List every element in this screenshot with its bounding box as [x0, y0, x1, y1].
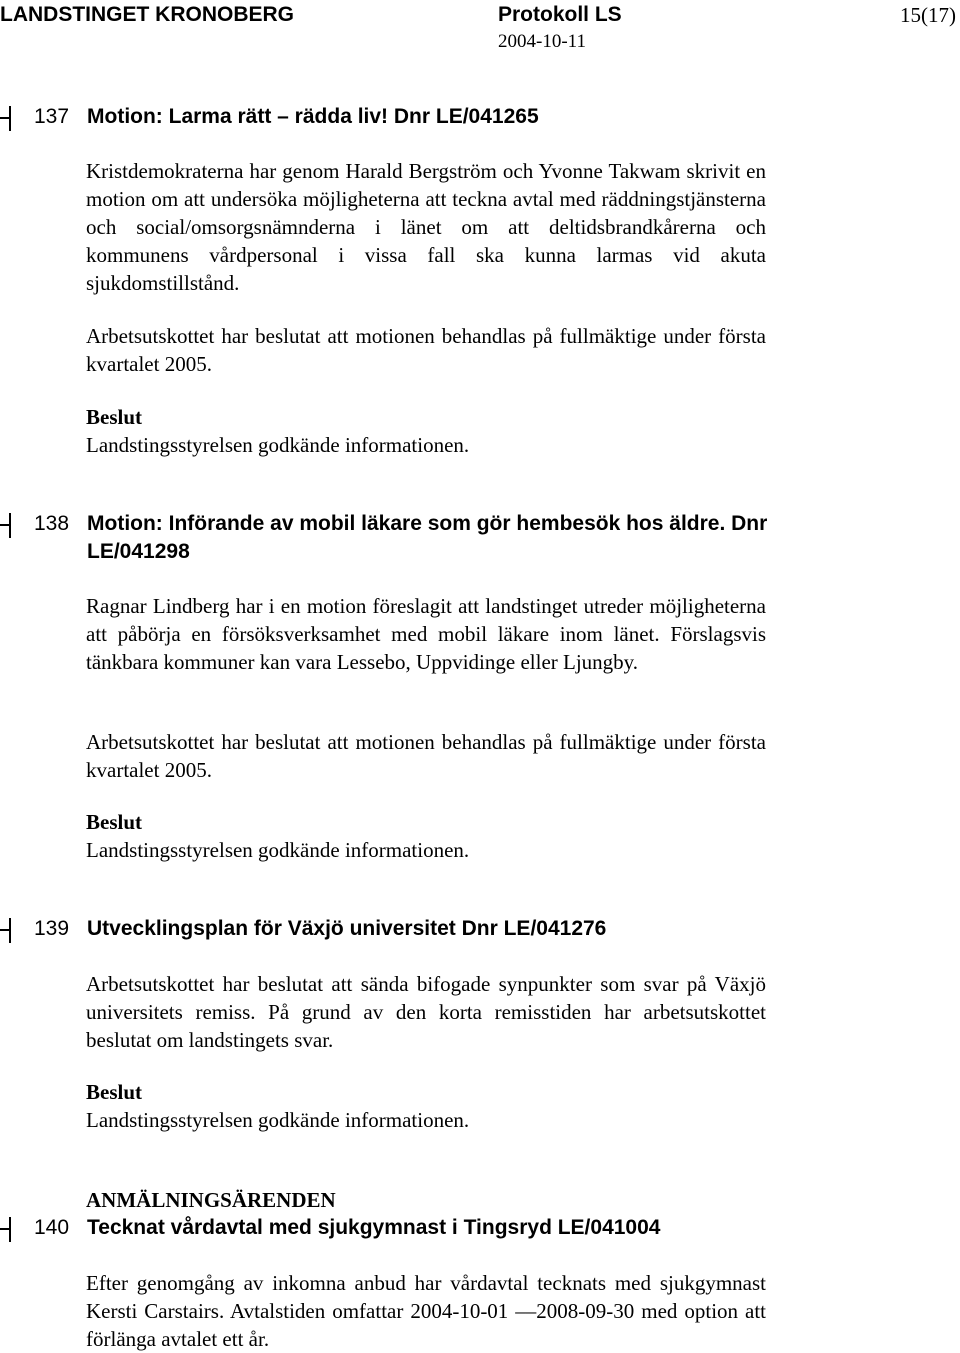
body-paragraph: Arbetsutskottet har beslutat att motionen behandlas på fullmäktige under första kvartalet 2005. [86, 730, 766, 782]
decision-text: Landstingsstyrelsen godkände informationen. [86, 433, 470, 457]
organization-name: LANDSTINGET KRONOBERG [0, 3, 294, 26]
section-title: Utvecklingsplan för Växjö universitet Dnr LE/041276 [87, 917, 607, 940]
section-title: Motion: Larma rätt – rädda liv! Dnr LE/041265 [87, 105, 539, 128]
decision-block [86, 403, 766, 459]
body-paragraph: Efter genomgång av inkomna anbud har vårdavtal tecknats med sjukgymnast Kersti Carstairs. Avtalstiden omfattar 2004-10-01 ––2008-09-30 med option att förlänga avtalet ett år. [86, 1271, 766, 1351]
decision-text: Landstingsstyrelsen godkände informationen. [86, 838, 470, 862]
decision-block [86, 808, 766, 864]
body-paragraph: Kristdemokraterna har genom Harald Bergström och Yvonne Takwam skrivit en motion om att undersöka möjligheterna att teckna avtal med räddningstjänsterna och social/omsorgsnämnderna i länet om att deltidsbrandkårerna och kommunens vårdpersonal i vissa fall ska kunna larmas vid akuta sjukdomstillstånd. [86, 159, 766, 295]
section-number: 138 [34, 512, 70, 535]
section-heading-140 [0, 1214, 770, 1242]
change-bar-icon [0, 1217, 24, 1242]
change-bar-icon [0, 106, 24, 131]
change-bar-icon [0, 918, 24, 943]
category-label: ANMÄLNINGSÄRENDEN [86, 1188, 336, 1212]
body-paragraph: Arbetsutskottet har beslutat att motionen behandlas på fullmäktige under första kvartalet 2005. [86, 324, 766, 376]
change-bar-icon [0, 513, 24, 538]
section-number: 137 [34, 105, 70, 128]
body-paragraph: Ragnar Lindberg har i en motion föreslagit att landstinget utreder möjligheterna att påbörja en försöksverksamhet med mobil läkare inom länet. Förslagsvis tänkbara kommuner kan vara Lessebo, Uppvidinge eller Ljungby. [86, 594, 766, 674]
decision-label: Beslut [86, 405, 143, 429]
section-heading-138 [0, 510, 770, 566]
section-heading-139 [0, 915, 770, 943]
section-number: 140 [34, 1216, 70, 1239]
decision-block [86, 1078, 766, 1134]
section-title: Tecknat vårdavtal med sjukgymnast i Tingsryd LE/041004 [87, 1216, 661, 1239]
decision-label: Beslut [86, 810, 143, 834]
body-paragraph: Arbetsutskottet har beslutat att sända bifogade synpunkter som svar på Växjö universitets remiss. På grund av den korta remisstiden har arbetsutskottet beslutat om landstingets svar. [86, 972, 766, 1052]
decision-text: Landstingsstyrelsen godkände informationen. [86, 1108, 470, 1132]
section-title: Motion: Införande av mobil läkare som gör hembesök hos äldre. Dnr LE/041298 [87, 512, 768, 563]
page-number: 15(17) [900, 3, 956, 27]
document-type: Protokoll LS [498, 3, 622, 26]
section-number: 139 [34, 917, 70, 940]
decision-label: Beslut [86, 1080, 143, 1104]
section-heading-137 [0, 103, 770, 131]
document-date: 2004-10-11 [498, 31, 586, 52]
